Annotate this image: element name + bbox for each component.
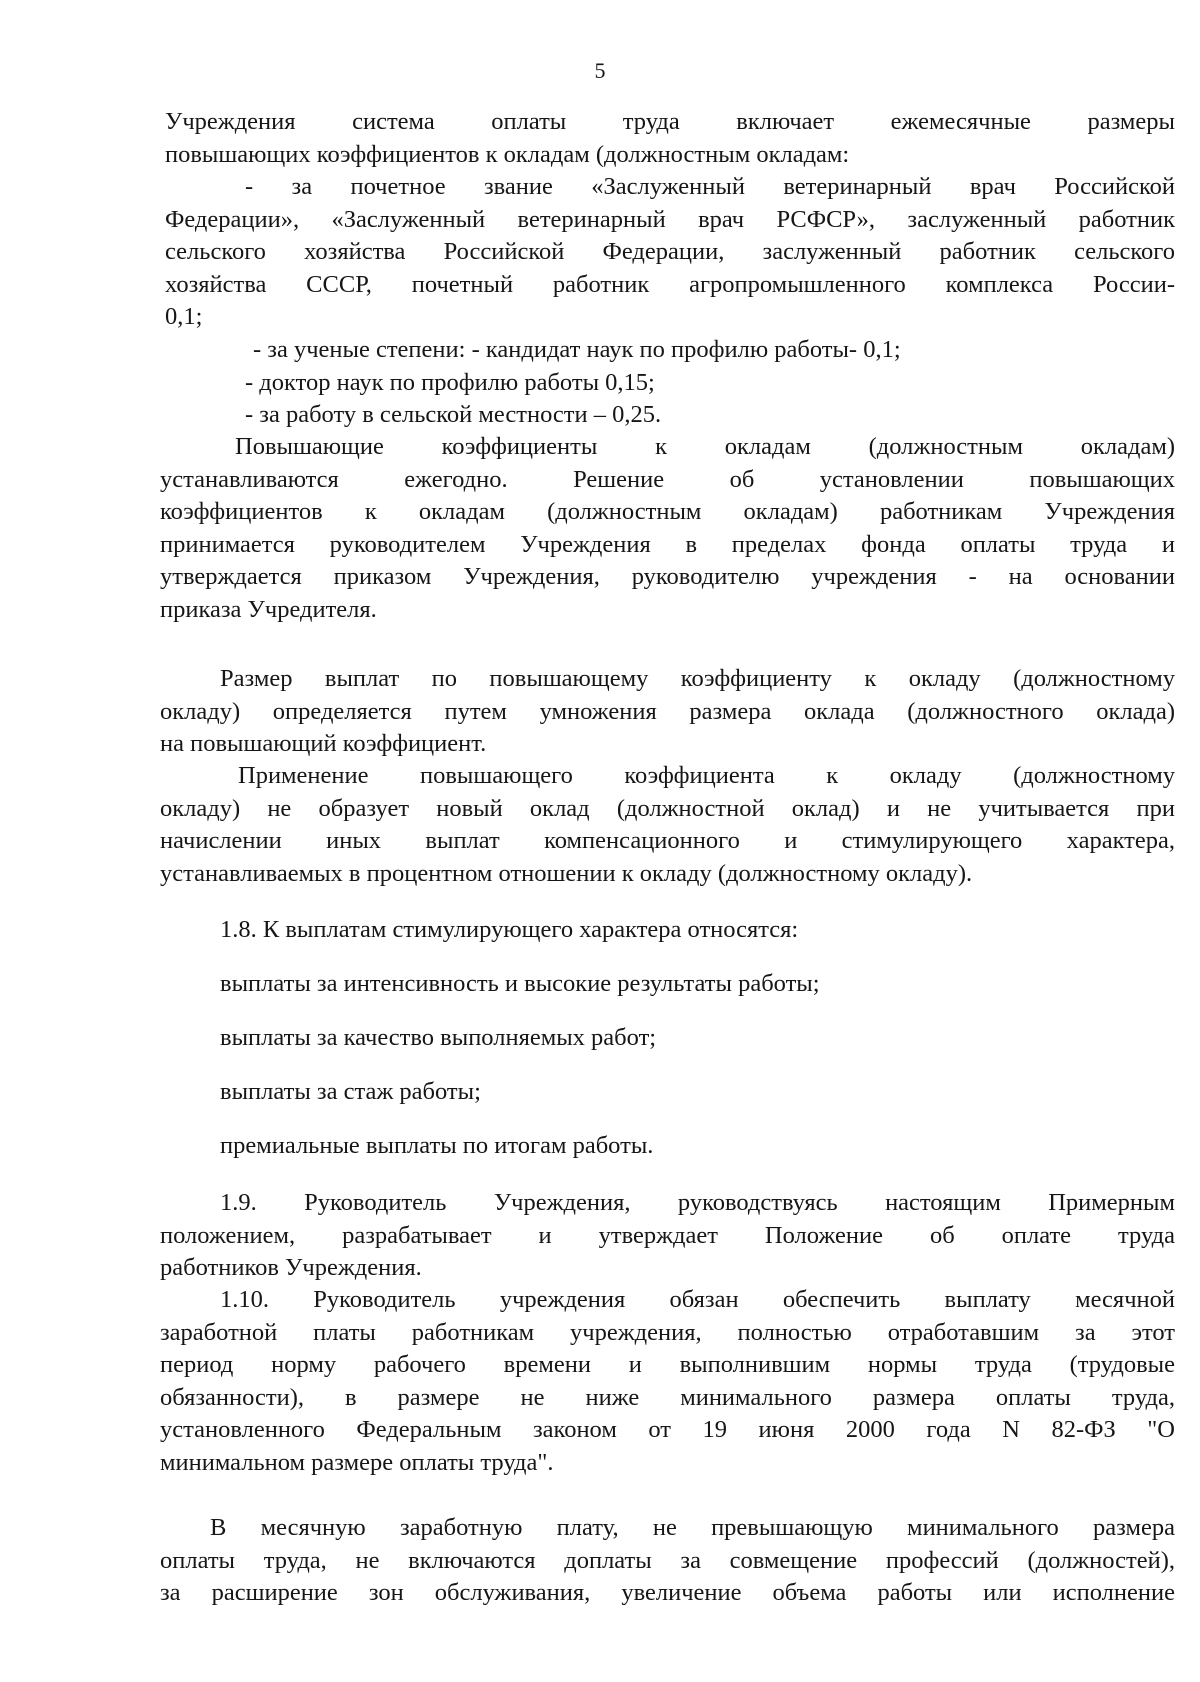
text-line: Учреждения система оплаты труда включает ежемесячные размеры	[165, 108, 1175, 135]
text-line: Применение повышающего коэффициента к окладу (должностному	[238, 762, 1175, 789]
text-line: Повышающие коэффициенты к окладам (должностным окладам)	[235, 433, 1175, 460]
text-line: устанавливаются ежегодно. Решение об установлении повышающих	[160, 465, 1175, 493]
text-line: работников Учреждения.	[160, 1254, 422, 1281]
text-line: 0,1;	[165, 303, 203, 330]
text-line: Федерации», «Заслуженный ветеринарный врач РСФСР», заслуженный работник	[165, 205, 1175, 233]
paragraph-payment-system	[165, 106, 1175, 171]
text-line: устанавливаемых в процентном отношении к окладу (должностному окладу).	[160, 859, 973, 887]
text-line: принимается руководителем Учреждения в пределах фонда оплаты труда и	[160, 530, 1175, 558]
text-line: окладу) определяется путем умножения размера оклада (должностного оклада)	[160, 697, 1175, 725]
section-1-10	[160, 1284, 1175, 1479]
paragraph-coefficients-annual	[160, 431, 1175, 626]
text-line: период норму рабочего времени и выполнившим нормы труда (трудовые	[160, 1351, 1175, 1378]
text-line: минимальном размере оплаты труда".	[160, 1448, 554, 1476]
text-line: - за ученые степени: - кандидат наук по профилю работы- 0,1;	[253, 336, 901, 363]
text-line: на повышающий коэффициент.	[160, 730, 487, 757]
text-line: хозяйства СССР, почетный работник агропромышленного комплекса России-	[165, 270, 1175, 298]
paragraph-coefficient-application	[160, 760, 1175, 890]
text-line: начислении иных выплат компенсационного и стимулирующего характера,	[160, 827, 1175, 854]
section-1-9	[160, 1187, 1175, 1285]
paragraph-honorary-title	[165, 171, 1175, 334]
text-line: - доктор наук по профилю работы 0,15;	[245, 368, 655, 396]
section-1-8-heading	[220, 914, 1175, 947]
text-line: повышающих коэффициентов к окладам (должностным окладам:	[165, 140, 850, 168]
text-line: за расширение зон обслуживания, увеличение объема работы или исполнение	[160, 1579, 1175, 1606]
text-line: установленного Федеральным законом от 19 июня 2000 года N 82-ФЗ "О	[160, 1416, 1175, 1443]
list-item: выплаты за качество выполняемых работ;	[220, 1024, 657, 1051]
text-line: - за работу в сельской местности – 0,25.	[245, 401, 662, 428]
paragraph-payment-size	[160, 663, 1175, 761]
text-line: оплаты труда, не включаются доплаты за совмещение профессий (должностей),	[160, 1546, 1175, 1574]
list-item: выплаты за стаж работы;	[220, 1078, 481, 1105]
text-line: коэффициентов к окладам (должностным окладам) работникам Учреждения	[160, 498, 1175, 525]
incentive-payments-item	[220, 1130, 1175, 1163]
text-line: - за почетное звание «Заслуженный ветеринарный врач Российской	[245, 173, 1175, 200]
incentive-payments-item	[220, 968, 1175, 1001]
text-line: 1.8. К выплатам стимулирующего характера относятся:	[220, 916, 799, 943]
text-line: 1.9. Руководитель Учреждения, руководствуясь настоящим Примерным	[220, 1189, 1175, 1216]
text-line: обязанности), в размере не ниже минимального размера оплаты труда,	[160, 1383, 1175, 1411]
text-line: В месячную заработную плату, не превышающую минимального размера	[210, 1514, 1175, 1541]
page-number: 5	[594, 58, 606, 83]
text-line: положением, разрабатывает и утверждает Положение об оплате труда	[160, 1221, 1175, 1249]
text-line: утверждается приказом Учреждения, руководителю учреждения - на основании	[160, 563, 1175, 590]
list-item: выплаты за интенсивность и высокие результаты работы;	[220, 970, 820, 997]
text-line: заработной платы работникам учреждения, полностью отработавшим за этот	[160, 1318, 1175, 1346]
incentive-payments-item	[220, 1022, 1175, 1055]
paragraph-monthly-wage	[160, 1512, 1175, 1610]
text-line: окладу) не образует новый оклад (должностной оклад) и не учитывается при	[160, 794, 1175, 822]
text-line: сельского хозяйства Российской Федерации, заслуженный работник сельского	[165, 238, 1175, 265]
paragraph-academic-degrees	[165, 334, 1175, 432]
text-line: Размер выплат по повышающему коэффициенту к окладу (должностному	[220, 665, 1175, 692]
list-item: премиальные выплаты по итогам работы.	[220, 1132, 654, 1159]
text-line: приказа Учредителя.	[160, 595, 377, 623]
text-line: 1.10. Руководитель учреждения обязан обеспечить выплату месячной	[220, 1286, 1175, 1313]
incentive-payments-item	[220, 1076, 1175, 1109]
